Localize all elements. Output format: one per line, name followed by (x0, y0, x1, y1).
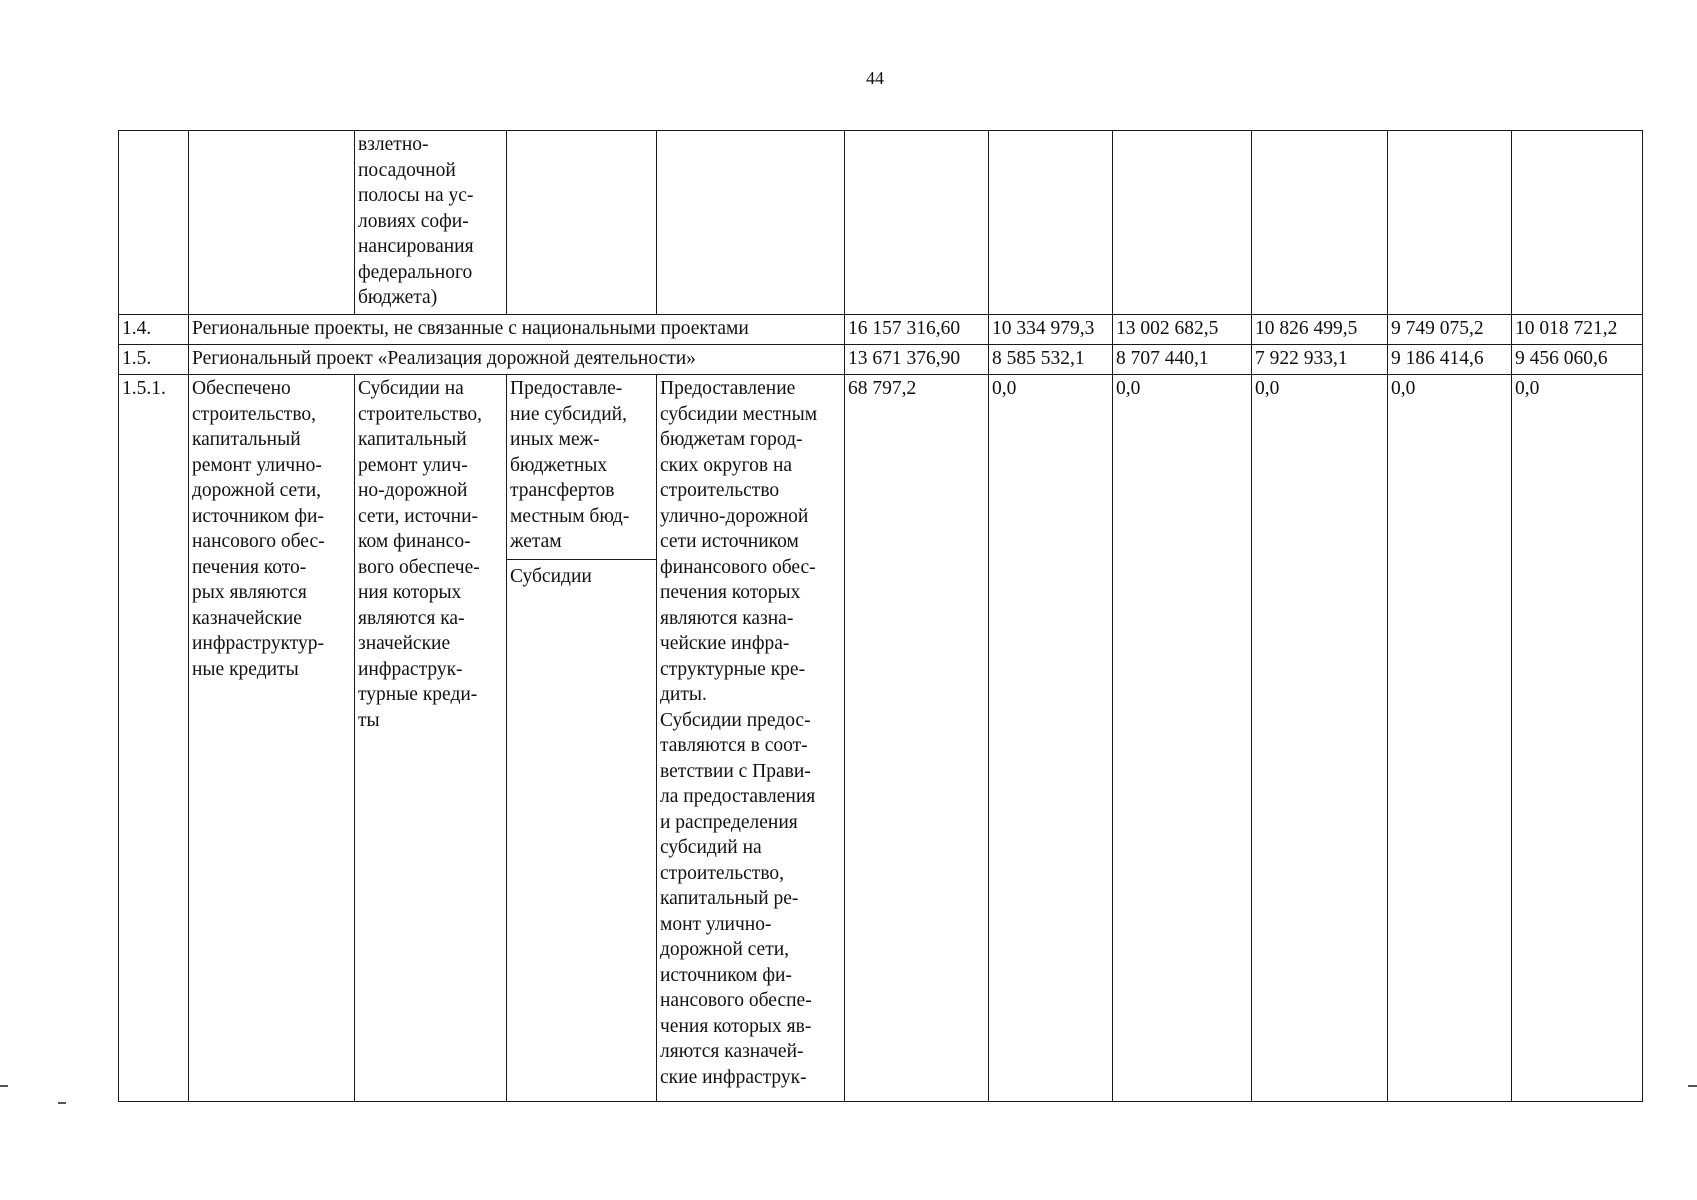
value-cell: 0,0 (1252, 375, 1388, 1102)
value-cell: 13 671 376,90 (845, 345, 989, 375)
value-cell: 0,0 (1388, 375, 1512, 1102)
scan-edge-mark (58, 1102, 66, 1104)
description-cell: Предоставление субсидии местным бюджетам город- ских округов на строительство улично-дорожной сети источником финансового обес- печения которых являются казна- чейские инфра- структурные кре- диты. Субсидии предос- тавляются в соот- ветствии с Прави- ла предоставления и распределения субсидий на строительство, капитальный ре- монт улично- дорожной сети, источником фи- нансового обеспе- чения которых яв- ляются казначей- ские инфраструк- (657, 375, 845, 1102)
value-cell: 10 826 499,5 (1252, 315, 1388, 345)
value-cell: 8 707 440,1 (1113, 345, 1252, 375)
row-number: 1.5.1. (119, 375, 189, 1102)
event-cell: Субсидии на строительство, капитальный ремонт улич- но-дорожной сети, источни- ком финансо- вого обеспече- ния которых являются ка- значейские инфраструк- турные креди- ты (355, 375, 507, 1102)
budget-table (118, 130, 1643, 1102)
row-label: Региональные проекты, не связанные с национальными проектами (189, 315, 845, 345)
page-number: 44 (866, 68, 884, 88)
type-subsidy-label: Субсидии (507, 559, 656, 590)
continued-event-cell: взлетно- посадочной полосы на ус- ловиях софи- нансирования федерального бюджета) (355, 131, 507, 315)
value-cell: 0,0 (989, 375, 1113, 1102)
value-cell: 8 585 532,1 (989, 345, 1113, 375)
value-cell: 16 157 316,60 (845, 315, 989, 345)
table-row-continuation (119, 131, 1643, 315)
value-cell: 9 456 060,6 (1512, 345, 1643, 375)
row-number: 1.4. (119, 315, 189, 345)
value-cell: 0,0 (1113, 375, 1252, 1102)
value-cell: 7 922 933,1 (1252, 345, 1388, 375)
value-cell: 10 334 979,3 (989, 315, 1113, 345)
value-cell: 13 002 682,5 (1113, 315, 1252, 345)
type-cell: Предоставле- ние субсидий, иных меж- бюджетных трансфертов местным бюд- жетам Субсидии (507, 375, 657, 1102)
table-row-1-5 (119, 345, 1643, 375)
value-cell: 9 749 075,2 (1388, 315, 1512, 345)
row-number: 1.5. (119, 345, 189, 375)
value-cell: 0,0 (1512, 375, 1643, 1102)
value-cell: 10 018 721,2 (1512, 315, 1643, 345)
table-row-1-4 (119, 315, 1643, 345)
row-label: Региональный проект «Реализация дорожной деятельности» (189, 345, 845, 375)
table-row-1-5-1 (119, 375, 1643, 1102)
value-cell: 68 797,2 (845, 375, 989, 1102)
value-cell: 9 186 414,6 (1388, 345, 1512, 375)
scan-edge-mark (0, 1085, 8, 1087)
scan-edge-mark (1688, 1085, 1697, 1087)
result-cell: Обеспечено строительство, капитальный ремонт улично- дорожной сети, источником фи- нансового обес- печения кото- рых являются казначейские инфраструктур- ные кредиты (189, 375, 355, 1102)
